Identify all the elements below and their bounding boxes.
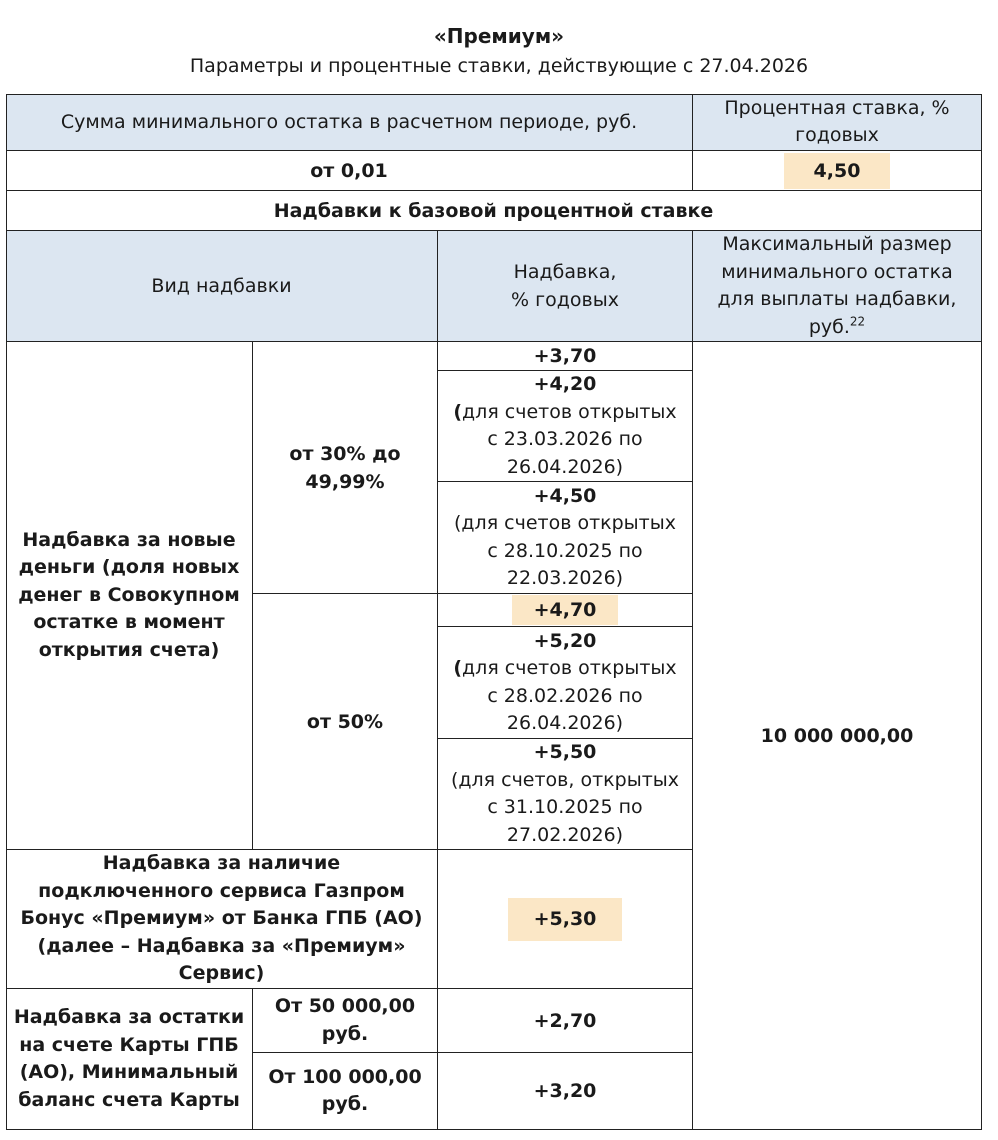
- range2-rate-2-value: +5,20: [533, 629, 597, 652]
- base-rate-header: [693, 94, 982, 151]
- bonus-type-header-text: Вид надбавки: [151, 275, 292, 297]
- range2-rate-1: [438, 594, 693, 627]
- bonus-rate-header-line1: Надбавка,: [513, 261, 617, 283]
- base-amount-cell: [6, 151, 693, 191]
- bonus-max-header-wrap: [705, 231, 969, 341]
- card-tier-1-rate-value: +2,70: [533, 1009, 597, 1032]
- card-tier-2-threshold-text: От 100 000,00 руб.: [268, 1065, 422, 1115]
- new-money-range1: [253, 342, 438, 594]
- range2-rate-2-paren: (: [453, 657, 463, 679]
- page-title: «Премиум»: [433, 24, 565, 48]
- new-money-label: [6, 342, 253, 850]
- bonus-rate-header-line2: % годовых: [511, 289, 619, 311]
- bonus-section-title-text: Надбавки к базовой процентной ставке: [273, 199, 714, 222]
- range1-rate-3: [438, 482, 693, 594]
- range2-rate-3-note: (для счетов, открытых с 31.10.2025 по 27.02.2026): [450, 768, 680, 846]
- range2-rate-1-value: +4,70: [512, 595, 618, 625]
- card-tier-2-rate: [438, 1053, 693, 1130]
- card-tier-2-rate-value: +3,20: [533, 1080, 597, 1102]
- range2-rate-2-note: для счетов открытых с 28.02.2026 по 26.04.2026): [462, 657, 677, 734]
- range1-rate-3-value: +4,50: [533, 484, 597, 507]
- base-rate-header-text: Процентная ставка, % годовых: [724, 97, 950, 146]
- bonus-max-header-text: Максимальный размер минимального остатка для выплаты надбавки, руб.: [717, 233, 957, 338]
- premium-service-rate-value: +5,30: [508, 898, 622, 941]
- range1-rate-2: [438, 371, 693, 482]
- base-amount-header: [6, 94, 693, 151]
- range2-rate-3: [438, 739, 693, 850]
- range2-rate-2: [438, 627, 693, 739]
- range1-rate-2-paren: (: [453, 400, 463, 423]
- bonus-max-value: 10 000 000,00: [760, 724, 914, 747]
- bonus-max-value-cell: [693, 342, 982, 1130]
- card-tier-1-rate: [438, 989, 693, 1053]
- range1-rate-2-note-wrap: [438, 399, 692, 482]
- card-tier-1-threshold: [253, 989, 438, 1053]
- premium-service-label: [6, 850, 438, 989]
- range1-rate-2-value: +4,20: [533, 373, 597, 395]
- new-money-range2-text: от 50%: [306, 710, 384, 733]
- bonus-type-header: [6, 231, 438, 342]
- range2-rate-2-note-wrap: [438, 655, 692, 738]
- new-money-label-text: Надбавка за новые деньги (доля новых денег в Совокупном остатке в момент открытия счета): [18, 528, 240, 661]
- base-rate-cell: [693, 151, 982, 191]
- new-money-range1-text: от 30% до 49,99%: [289, 442, 401, 493]
- bonus-section-title: [6, 191, 982, 231]
- bonus-rate-header: [438, 231, 693, 342]
- card-balance-label-text: Надбавка за остатки на счете Карты ГПБ (АО), Минимальный баланс счета Карты: [13, 1006, 245, 1111]
- range2-rate-3-value: +5,50: [533, 741, 597, 763]
- range1-rate-3-note: (для счетов открытых с 28.10.2025 по 22.03.2026): [454, 512, 676, 589]
- card-balance-label: [6, 989, 253, 1130]
- new-money-range2: [253, 594, 438, 850]
- range1-rate-1: [438, 342, 693, 371]
- bonus-max-header: [693, 231, 982, 342]
- premium-service-label-text: Надбавка за наличие подключенного сервиса Газпром Бонус «Премиум» от Банка ГПБ (АО) (далее – Надбавка за «Премиум» Сервис): [20, 852, 423, 985]
- base-amount-header-text: Сумма минимального остатка в расчетном периоде, руб.: [60, 111, 638, 133]
- premium-service-rate: [438, 850, 693, 989]
- range1-rate-2-note: для счетов открытых с 23.03.2026 по 26.04.2026): [462, 400, 677, 478]
- bonus-max-footnote: 22: [849, 314, 866, 329]
- page-subtitle: Параметры и процентные ставки, действующие с 27.04.2026: [189, 55, 809, 77]
- range1-rate-1-value: +3,70: [533, 345, 597, 367]
- base-rate-value: 4,50: [784, 153, 890, 189]
- card-tier-2-threshold: [253, 1053, 438, 1130]
- base-amount-value: от 0,01: [310, 159, 388, 182]
- card-tier-1-threshold-text: От 50 000,00 руб.: [274, 995, 416, 1045]
